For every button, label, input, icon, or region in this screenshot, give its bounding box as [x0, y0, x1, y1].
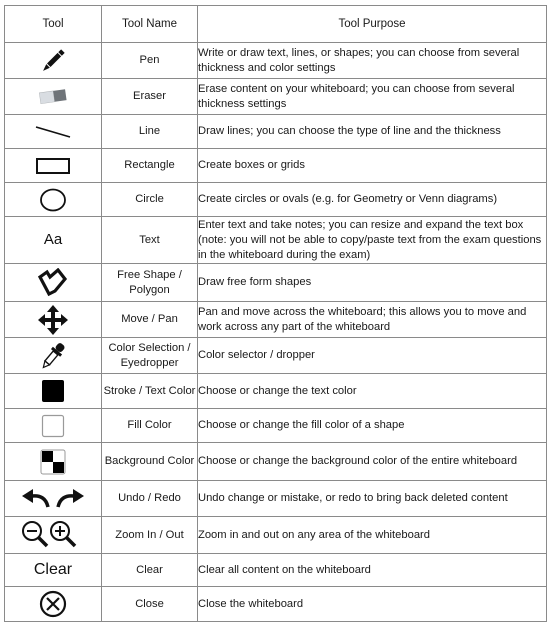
whiteboard-tools-table	[4, 5, 547, 622]
stroke-color-icon	[5, 374, 102, 409]
background-color-icon	[5, 443, 102, 481]
tool-purpose: Choose or change the background color of the entire whiteboard	[198, 443, 547, 481]
circle-icon	[5, 183, 102, 217]
zoom-out-icon	[23, 522, 47, 546]
tool-purpose: Close the whiteboard	[198, 587, 547, 622]
undo-icon	[22, 489, 48, 507]
redo-icon	[58, 489, 84, 507]
table-row	[5, 79, 547, 115]
tool-name: Text	[102, 217, 198, 264]
eyedropper-icon	[5, 338, 102, 374]
tool-purpose: Color selector / dropper	[198, 338, 547, 374]
tool-purpose: Zoom in and out on any area of the whiteboard	[198, 517, 547, 554]
tool-name: Circle	[102, 183, 198, 217]
polygon-icon	[5, 264, 102, 302]
tool-name: Rectangle	[102, 149, 198, 183]
tool-name: Background Color	[102, 443, 198, 481]
table-row	[5, 338, 547, 374]
tool-name: Pen	[102, 43, 198, 79]
table-row	[5, 554, 547, 587]
table-row	[5, 183, 547, 217]
tool-purpose: Pan and move across the whiteboard; this allows you to move and work across any part of the whiteboard	[198, 302, 547, 338]
tool-name: Eraser	[102, 79, 198, 115]
table-row	[5, 587, 547, 622]
tool-name: Zoom In / Out	[102, 517, 198, 554]
tool-purpose: Write or draw text, lines, or shapes; you can choose from several thickness and color settings	[198, 43, 547, 79]
tool-name: Free Shape / Polygon	[102, 264, 198, 302]
tool-purpose: Draw lines; you can choose the type of line and the thickness	[198, 115, 547, 149]
zoom-icon	[5, 517, 102, 554]
tool-purpose: Choose or change the text color	[198, 374, 547, 409]
tool-name: Line	[102, 115, 198, 149]
pen-icon	[5, 43, 102, 79]
tool-name: Close	[102, 587, 198, 622]
table-row	[5, 443, 547, 481]
tool-purpose: Clear all content on the whiteboard	[198, 554, 547, 587]
close-icon	[5, 587, 102, 622]
table-row	[5, 43, 547, 79]
table-row	[5, 302, 547, 338]
tool-name: Clear	[102, 554, 198, 587]
table-header-row	[5, 6, 547, 43]
tool-purpose: Choose or change the fill color of a shape	[198, 409, 547, 443]
fill-color-icon	[5, 409, 102, 443]
text-icon	[5, 217, 102, 264]
table-row	[5, 217, 547, 264]
table-row	[5, 115, 547, 149]
table-row	[5, 374, 547, 409]
rectangle-icon	[5, 149, 102, 183]
table-row	[5, 149, 547, 183]
tool-purpose: Erase content on your whiteboard; you can choose from several thickness settings	[198, 79, 547, 115]
tool-name: Stroke / Text Color	[102, 374, 198, 409]
tool-name: Color Selection / Eyedropper	[102, 338, 198, 374]
table-row	[5, 409, 547, 443]
tool-purpose: Undo change or mistake, or redo to bring back deleted content	[198, 481, 547, 517]
zoom-in-icon	[51, 522, 75, 546]
move-icon	[5, 302, 102, 338]
undo-redo-icon	[5, 481, 102, 517]
clear-icon-text: Clear	[33, 560, 73, 578]
tool-purpose: Draw free form shapes	[198, 264, 547, 302]
eraser-icon	[5, 79, 102, 115]
table-row	[5, 517, 547, 554]
tool-purpose: Create boxes or grids	[198, 149, 547, 183]
header-tool: Tool	[5, 6, 102, 43]
header-tool-purpose: Tool Purpose	[198, 6, 547, 43]
table-row	[5, 481, 547, 517]
line-icon	[5, 115, 102, 149]
tool-name: Fill Color	[102, 409, 198, 443]
tool-purpose: Enter text and take notes; you can resize and expand the text box (note: you will not be able to copy/paste text from the exam questions in the whiteboard during the exam)	[198, 217, 547, 264]
table-row	[5, 264, 547, 302]
tool-purpose: Create circles or ovals (e.g. for Geometry or Venn diagrams)	[198, 183, 547, 217]
text-icon-glyph: Aa	[43, 230, 63, 248]
header-tool-name: Tool Name	[102, 6, 198, 43]
clear-icon	[5, 554, 102, 587]
tool-name: Undo / Redo	[102, 481, 198, 517]
tool-name: Move / Pan	[102, 302, 198, 338]
